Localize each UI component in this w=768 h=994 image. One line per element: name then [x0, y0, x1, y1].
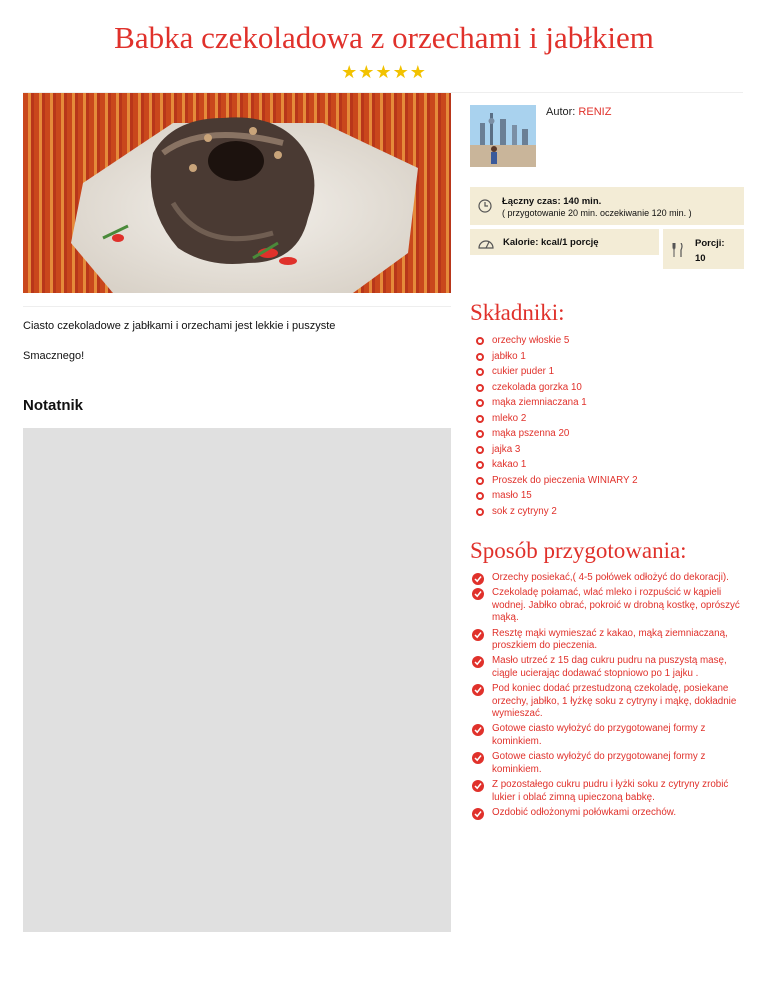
ingredient-text: jabłko 1 — [492, 350, 526, 362]
method-step — [472, 751, 752, 776]
bullet-icon — [476, 508, 484, 516]
star-icon: ★ — [409, 62, 427, 82]
ingredient-text: kakao 1 — [492, 459, 527, 470]
method-step — [472, 683, 752, 720]
step-text: Gotowe ciasto wyłożyć do przygotowanej formy z kominkiem. — [492, 751, 706, 775]
ingredients-heading: Składniki: — [470, 300, 565, 325]
bullet-icon — [476, 353, 484, 361]
ingredient-text: mleko 2 — [492, 412, 527, 424]
recipe-title: Babka czekoladowa z orzechami i jabłkiem — [114, 20, 654, 55]
step-text: Gotowe ciasto wyłożyć do przygotowanej formy z kominkiem. — [492, 723, 706, 747]
method-step — [472, 572, 752, 584]
ingredient-text: mąka ziemniaczana 1 — [492, 397, 587, 408]
portions-label: Porcji: — [695, 238, 725, 249]
ingredient-text: mąka pszenna 20 — [492, 428, 570, 439]
author-link[interactable]: RENIZ — [578, 106, 612, 118]
check-icon — [472, 573, 484, 585]
method-step — [472, 807, 752, 819]
gauge-icon — [478, 236, 494, 254]
method-step — [472, 723, 752, 748]
description-text: Ciasto czekoladowe z jabłkami i orzechami jest lekkie i puszyste — [23, 320, 336, 332]
ingredient-item — [475, 457, 638, 473]
ingredient-item — [475, 504, 638, 520]
author-label: Autor: — [546, 106, 576, 118]
check-icon — [472, 780, 484, 792]
portions-value: 10 — [695, 253, 706, 264]
ingredient-text: orzechy włoskie 5 — [492, 335, 570, 346]
step-text: Z pozostałego cukru pudru i łyżki soku z cytryny zrobić lukier i oblać zimną upieczoną babkę. — [492, 779, 729, 803]
step-text: Resztę mąki wymieszać z kakao, mąką ziemniaczaną, proszkiem do pieczenia. — [492, 627, 728, 652]
recipe-photo — [23, 93, 451, 293]
rating-stars — [0, 62, 768, 83]
step-text: Czekoladę połamać, wlać mleko i rozpuścić w kąpieli wodnej. Jabłko obrać, pokroić w drobną kostkę, oprószyć mąką. — [492, 587, 740, 624]
bullet-icon — [476, 415, 484, 423]
step-text: Pod koniec dodać przestudzoną czekoladę, posiekane orzechy, jabłko, 1 łyżkę soku z cytryny i mąkę, dokładnie wymieszać. — [492, 683, 737, 720]
bullet-icon — [476, 446, 484, 454]
bullet-icon — [476, 430, 484, 438]
step-text: Orzechy posiekać,( 4-5 połówek odłożyć do dekoracji). — [492, 572, 729, 583]
calories-text: Kalorie: kcal/1 porcję — [503, 237, 599, 248]
ingredient-item — [475, 395, 638, 411]
ingredient-text: Proszek do pieczenia WINIARY 2 — [492, 474, 638, 486]
check-icon — [472, 724, 484, 736]
step-text: Masło utrzeć z 15 dag cukru pudru na puszystą masę, ciągle ucierając dodawać stopniowo po 1 jajku . — [492, 655, 727, 679]
check-icon — [472, 752, 484, 764]
check-icon — [472, 588, 484, 600]
ingredient-text: czekolada gorzka 10 — [492, 381, 582, 393]
method-step — [472, 779, 752, 804]
ingredient-item — [475, 411, 638, 427]
method-step — [472, 628, 752, 653]
bullet-icon — [476, 384, 484, 392]
ingredient-item — [475, 333, 638, 349]
method-step — [472, 587, 752, 624]
ingredient-item — [475, 380, 638, 396]
ingredient-item — [475, 349, 638, 365]
check-icon — [472, 629, 484, 641]
step-text: Ozdobić odłożonymi połówkami orzechów. — [492, 806, 677, 818]
divider — [23, 306, 451, 307]
author-avatar[interactable] — [470, 105, 536, 167]
recipe-description — [23, 320, 443, 380]
ingredient-item — [475, 426, 638, 442]
method-step — [472, 655, 752, 680]
ingredient-text: masło 15 — [492, 490, 532, 501]
ingredient-item — [475, 442, 638, 458]
portions-text — [695, 236, 725, 266]
calories-box — [470, 229, 659, 255]
total-time: Łączny czas: 140 min. — [502, 196, 602, 207]
description-text: Smacznego! — [23, 350, 85, 362]
portions-box — [663, 229, 744, 269]
cutlery-icon — [672, 243, 684, 262]
ingredient-item — [475, 473, 638, 489]
check-icon — [472, 808, 484, 820]
ingredient-text: sok z cytryny 2 — [492, 505, 557, 517]
author-line — [546, 106, 611, 118]
ingredient-item — [475, 364, 638, 380]
bullet-icon — [476, 399, 484, 407]
ingredients-list — [475, 333, 638, 519]
check-icon — [472, 656, 484, 668]
time-box — [470, 187, 744, 225]
notes-area[interactable] — [23, 428, 451, 932]
check-icon — [472, 684, 484, 696]
star-icon: ★ — [375, 62, 393, 82]
bullet-icon — [476, 368, 484, 376]
method-steps — [472, 572, 752, 822]
notes-heading: Notatnik — [23, 397, 83, 414]
time-detail: ( przygotowanie 20 min. oczekiwanie 120 min. ) — [502, 208, 692, 218]
ingredient-text: jajka 3 — [492, 443, 521, 455]
method-heading: Sposób przygotowania: — [470, 538, 687, 563]
star-icon: ★ — [358, 62, 376, 82]
bullet-icon — [476, 337, 484, 345]
bullet-icon — [476, 492, 484, 500]
bullet-icon — [476, 477, 484, 485]
clock-icon — [478, 199, 492, 218]
star-icon: ★ — [392, 62, 410, 82]
star-icon: ★ — [341, 62, 359, 82]
ingredient-item — [475, 488, 638, 504]
bullet-icon — [476, 461, 484, 469]
ingredient-text: cukier puder 1 — [492, 366, 555, 377]
